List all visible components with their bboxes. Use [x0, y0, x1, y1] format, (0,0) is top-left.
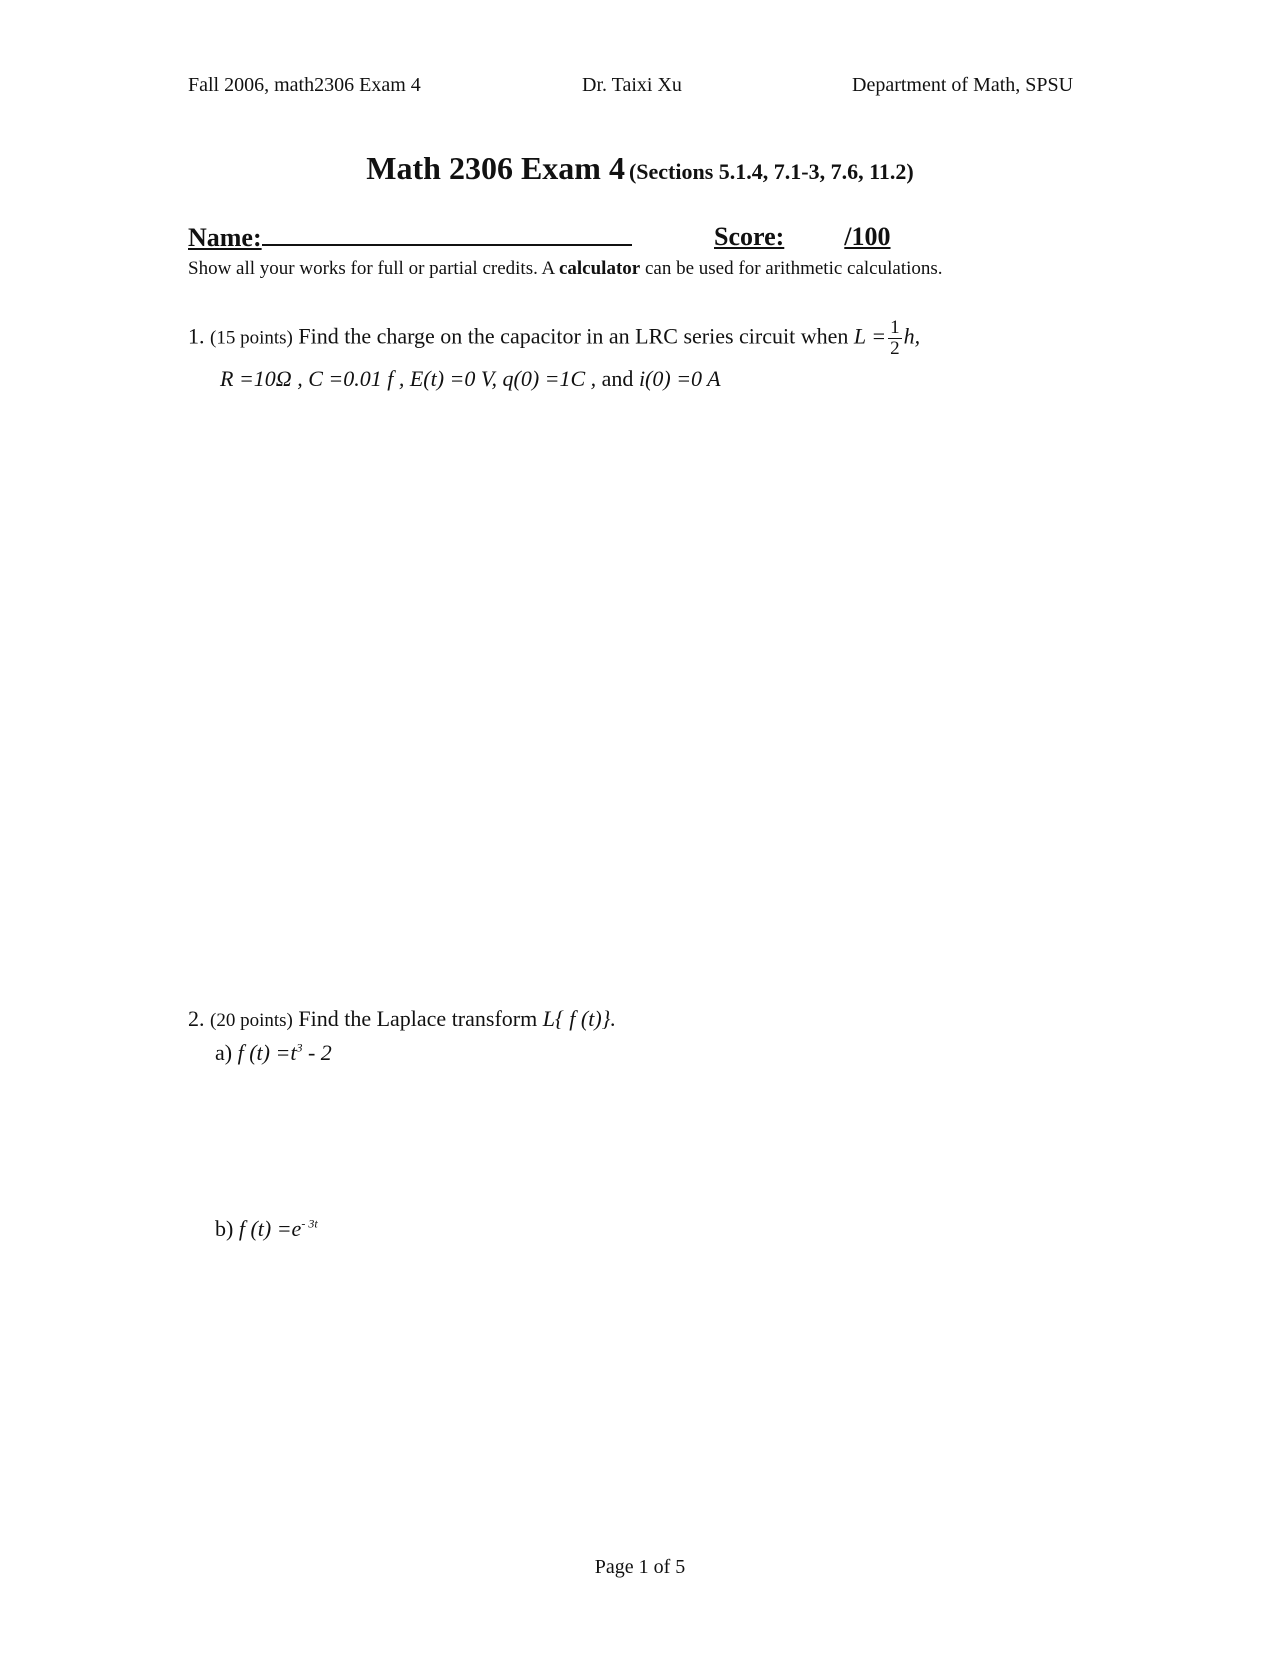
- q1-L-unit: h,: [903, 323, 921, 349]
- name-blank-line[interactable]: [262, 222, 632, 246]
- q2a-expr: [238, 1040, 332, 1065]
- q2-text: Find the Laplace transform: [298, 1006, 538, 1031]
- instructions-bold: calculator: [558, 258, 641, 279]
- q2b-label: b): [215, 1216, 234, 1241]
- question-2b: [215, 1216, 318, 1242]
- question-2: [188, 1006, 616, 1032]
- q1-L-lhs: L =: [853, 323, 887, 349]
- q2-number: 2.: [188, 1006, 205, 1031]
- exam-title-sections: (Sections 5.1.4, 7.1-3, 7.6, 11.2): [628, 159, 914, 184]
- q2b-lhs: f (t) =e: [238, 1216, 302, 1241]
- exam-title: [0, 150, 1280, 187]
- q1-L-fraction: [888, 318, 902, 359]
- q2a-rest: - 2: [302, 1040, 332, 1065]
- q1-R: R =10Ω ,: [220, 366, 303, 391]
- q1-text: Find the charge on the capacitor in an LRC series circuit when: [298, 323, 849, 349]
- header-right: Department of Math, SPSU: [852, 74, 1074, 96]
- page-number: Page 1 of 5: [594, 1556, 686, 1578]
- header-left: Fall 2006, math2306 Exam 4: [188, 74, 421, 96]
- q2a-exponent: 3: [296, 1040, 303, 1055]
- name-label: Name:: [188, 223, 262, 252]
- q2-points: (20 points): [210, 1010, 293, 1031]
- q1-and: and: [601, 366, 634, 391]
- q1-C: C =0.01 f ,: [308, 366, 405, 391]
- q1-i: i(0) =0 A: [638, 366, 721, 391]
- q1-L-denominator: 2: [890, 338, 900, 359]
- instructions: [188, 258, 943, 280]
- exam-title-main: Math 2306 Exam 4: [366, 150, 625, 186]
- instructions-text-2: can be used for arithmetic calculations.: [640, 258, 943, 279]
- instructions-text-1: Show all your works for full or partial credits. A: [188, 258, 559, 279]
- score-label: Score:: [714, 222, 785, 251]
- q1-number: 1.: [188, 323, 205, 349]
- header-center: Dr. Taixi Xu: [582, 74, 682, 96]
- q2b-exponent: - 3t: [301, 1216, 318, 1231]
- q2a-lhs: f (t) =t: [237, 1040, 297, 1065]
- score-field: [714, 222, 891, 252]
- name-field[interactable]: [188, 222, 632, 253]
- q2b-expr: [239, 1216, 318, 1241]
- question-1-line-2: [220, 366, 721, 392]
- q2a-label: a): [215, 1040, 233, 1065]
- q2-expr: L{ f (t)}.: [542, 1006, 616, 1031]
- question-1-line-1: [188, 318, 920, 359]
- q1-E: E(t) =0 V,: [409, 366, 497, 391]
- question-2a: [215, 1040, 332, 1066]
- q1-L-numerator: 1: [890, 317, 900, 338]
- q1-q: q(0) =1C ,: [502, 366, 597, 391]
- q1-points: (15 points): [210, 327, 293, 349]
- score-total: /100: [844, 222, 891, 251]
